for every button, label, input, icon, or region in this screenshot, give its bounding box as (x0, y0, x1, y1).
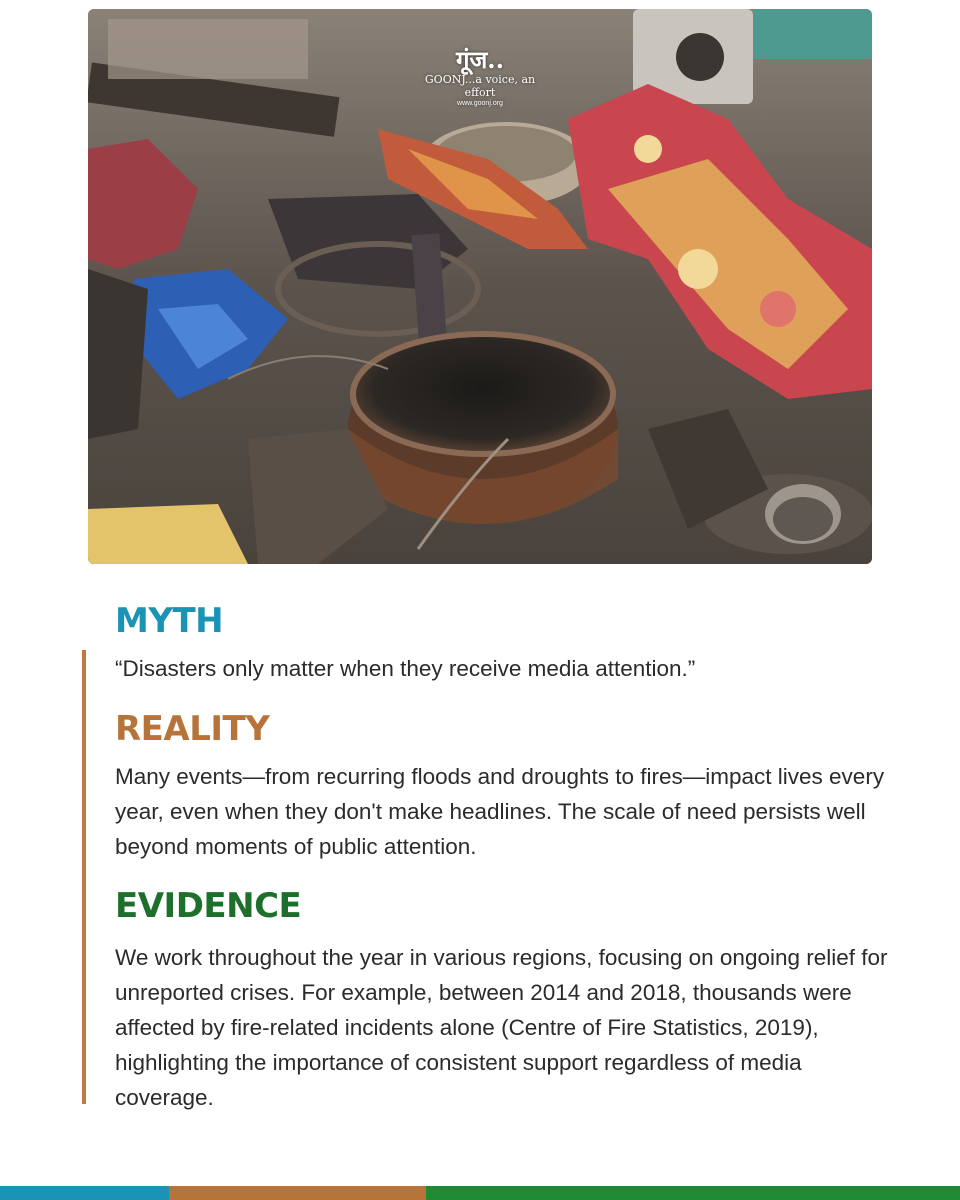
footer-stripe-blue (0, 1186, 169, 1200)
evidence-heading: EVIDENCE (115, 886, 302, 926)
reality-heading: REALITY (115, 709, 270, 749)
reality-text: Many events—from recurring floods and droughts to fires—impact lives every year, even when they don't make headlines. The scale of need persists well beyond moments of public attention. (115, 764, 885, 859)
footer-stripe-brown (169, 1186, 426, 1200)
myth-heading: MYTH (115, 601, 224, 641)
evidence-text: We work throughout the year in various regions, focusing on ongoing relief for unreported crises. For example, between 2014 and 2018, thousands were affected by fire-related incidents alone (Centre of Fire Statistics, 2019), highlighting the importance of consistent support regardless of media coverage. (115, 945, 888, 1110)
watermark-url: www.goonj.org (457, 100, 503, 107)
watermark-tagline: GOONJ...a voice, an effort (424, 73, 536, 99)
goonj-watermark-logo (410, 47, 550, 108)
accent-vertical-line (82, 650, 86, 1104)
disaster-debris-photo (88, 9, 872, 564)
footer-stripe-green (426, 1186, 960, 1200)
watermark-mark: गूंज.. (455, 45, 505, 74)
myth-text: “Disasters only matter when they receive media attention.” (115, 656, 696, 681)
